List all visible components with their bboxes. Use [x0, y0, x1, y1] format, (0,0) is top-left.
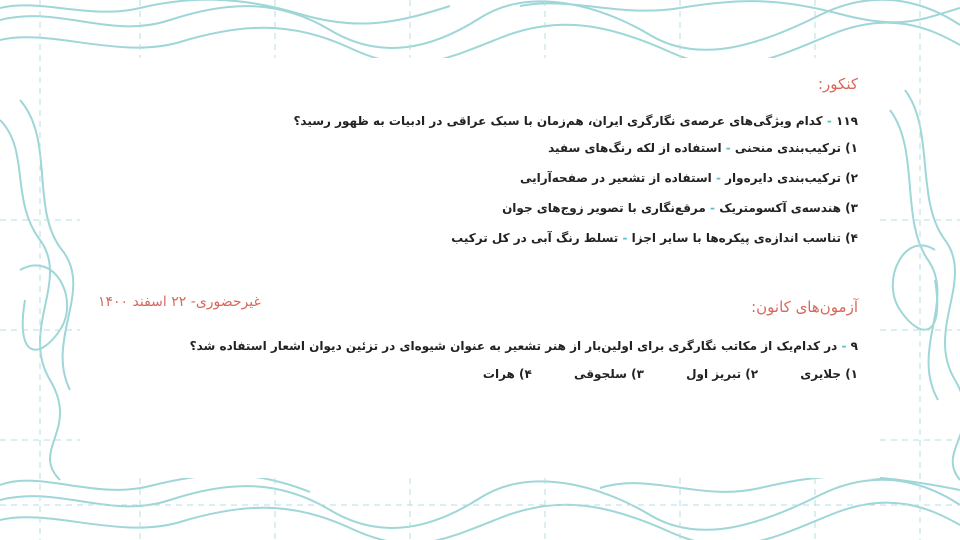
option-label: ۲) ترکیب‌بندی دایره‌وار: [725, 171, 858, 185]
konkur-question-text: کدام ویژگی‌های عرصه‌ی نگارگری ایران، هم‌زمان با سبک عراقی در ادبیات به ظهور رسید؟: [293, 114, 823, 128]
kanoon-option-1: ۱) جلایری: [800, 367, 858, 381]
konkur-question: [293, 114, 858, 128]
question-dash: -: [841, 339, 847, 353]
option-separator: -: [725, 141, 731, 155]
kanoon-question-number: ۹: [850, 339, 858, 353]
konkur-option-4: [451, 231, 858, 245]
kanoon-option-3: ۳) سلجوقی: [574, 367, 644, 381]
kanoon-option-2: ۲) تبریز اول: [686, 367, 759, 381]
option-detail: تسلط رنگ آبی در کل ترکیب: [451, 231, 619, 245]
option-separator: -: [710, 201, 715, 215]
option-label: ۱) ترکیب‌بندی منحنی: [734, 141, 858, 155]
option-separator: -: [715, 171, 721, 185]
question-dash: -: [826, 114, 832, 128]
content-panel: [80, 58, 880, 478]
kanoon-option-4: ۴) هرات: [482, 367, 532, 381]
option-detail: استفاده از لکه رنگ‌های سفید: [548, 141, 722, 155]
option-separator: -: [622, 231, 628, 245]
kanoon-options: [445, 367, 858, 381]
kanoon-heading: آزمون‌های کانون:: [751, 298, 858, 316]
konkur-option-2: [520, 171, 858, 185]
konkur-option-1: [548, 141, 858, 155]
option-detail: استفاده از تشعیر در صفحه‌آرایی: [519, 171, 712, 185]
kanoon-question: [190, 339, 858, 353]
konkur-heading: کنکور:: [818, 75, 858, 93]
konkur-option-3: [502, 201, 858, 215]
option-label: ۳) هندسه‌ی آکسومتریک: [719, 201, 858, 215]
kanoon-date-label: غیرحضوری- ۲۲ اسفند ۱۴۰۰: [98, 294, 261, 310]
konkur-question-number: ۱۱۹: [836, 114, 858, 128]
option-detail: مرقع‌نگاری با تصویر زوج‌های جوان: [502, 201, 706, 215]
option-label: ۴) تناسب اندازه‌ی پیکره‌ها با سایر اجزا: [631, 231, 858, 245]
kanoon-question-text: در کدام‌یک از مکاتب نگارگری برای اولین‌بار از هنر تشعیر به عنوان شیوه‌ای در تزئین دیوان اشعار استفاده شد؟: [189, 339, 838, 353]
